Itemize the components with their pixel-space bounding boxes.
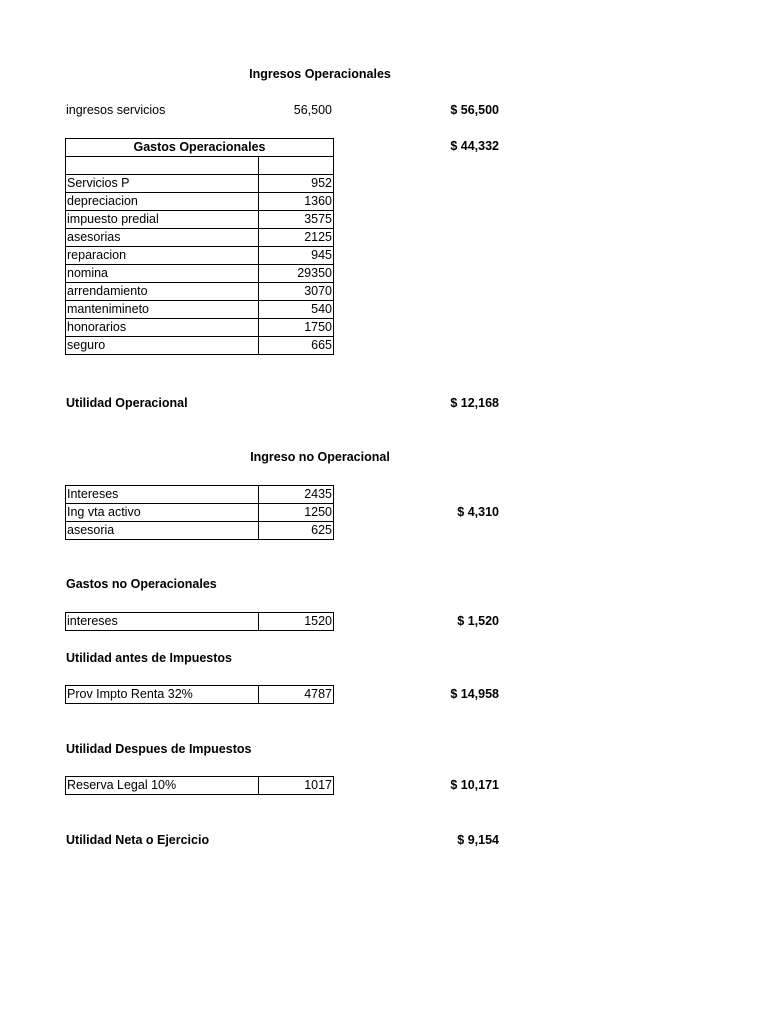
- utilidad-operacional-total: $ 12,168: [450, 396, 499, 410]
- ingresos-label: ingresos servicios: [66, 103, 166, 117]
- utilidad-despues-title: Utilidad Despues de Impuestos: [66, 742, 252, 756]
- ingreso-no-operacional-table: [65, 485, 334, 540]
- row-value: 625: [259, 522, 334, 540]
- row-value: 1750: [259, 319, 334, 337]
- row-value: 1520: [259, 613, 334, 631]
- ingreso-no-operacional-total: $ 4,310: [457, 505, 499, 519]
- table-row: [66, 319, 334, 337]
- row-label: Prov Impto Renta 32%: [66, 686, 259, 704]
- row-label: Intereses: [66, 486, 259, 504]
- row-value: 1360: [259, 193, 334, 211]
- gastos-no-operacionales-title: Gastos no Operacionales: [66, 577, 217, 591]
- page-title: Ingresos Operacionales: [249, 67, 391, 81]
- row-value: 29350: [259, 265, 334, 283]
- row-label: impuesto predial: [66, 211, 259, 229]
- row-value: 945: [259, 247, 334, 265]
- row-value: 2125: [259, 229, 334, 247]
- table-row: [66, 777, 334, 795]
- table-row: [66, 211, 334, 229]
- ingresos-total: $ 56,500: [450, 103, 499, 117]
- row-value: 1017: [259, 777, 334, 795]
- table-row: [66, 613, 334, 631]
- row-label: Servicios P: [66, 175, 259, 193]
- ingreso-no-operacional-title: Ingreso no Operacional: [250, 450, 390, 464]
- row-label: depreciacion: [66, 193, 259, 211]
- row-value: 3070: [259, 283, 334, 301]
- row-value: 952: [259, 175, 334, 193]
- utilidad-antes-table: [65, 685, 334, 704]
- utilidad-antes-title: Utilidad antes de Impuestos: [66, 651, 233, 665]
- row-value: 1250: [259, 504, 334, 522]
- row-label: honorarios: [66, 319, 259, 337]
- row-label: mantenimineto: [66, 301, 259, 319]
- row-label: asesorias: [66, 229, 259, 247]
- table-row: [66, 247, 334, 265]
- row-label: Ing vta activo: [66, 504, 259, 522]
- gastos-operacionales-header: Gastos Operacionales: [66, 139, 334, 157]
- gastos-operacionales-total: $ 44,332: [450, 139, 499, 153]
- row-value: 2435: [259, 486, 334, 504]
- row-label: seguro: [66, 337, 259, 355]
- gastos-operacionales-table: [65, 138, 334, 355]
- utilidad-despues-table: [65, 776, 334, 795]
- gastos-no-operacionales-table: [65, 612, 334, 631]
- table-header-row: [66, 139, 334, 157]
- table-row: [66, 283, 334, 301]
- table-row-empty: [66, 157, 334, 175]
- utilidad-despues-total: $ 10,171: [450, 778, 499, 792]
- row-label: arrendamiento: [66, 283, 259, 301]
- row-label: intereses: [66, 613, 259, 631]
- row-label: reparacion: [66, 247, 259, 265]
- empty-cell: [259, 157, 334, 175]
- row-value: 4787: [259, 686, 334, 704]
- table-row: [66, 301, 334, 319]
- ingresos-amount: 56,500: [293, 103, 332, 117]
- row-value: 3575: [259, 211, 334, 229]
- table-row: [66, 229, 334, 247]
- row-label: Reserva Legal 10%: [66, 777, 259, 795]
- row-value: 540: [259, 301, 334, 319]
- table-row: [66, 175, 334, 193]
- row-label: asesoria: [66, 522, 259, 540]
- table-row: [66, 504, 334, 522]
- table-row: [66, 686, 334, 704]
- table-row: [66, 265, 334, 283]
- row-value: 665: [259, 337, 334, 355]
- utilidad-neta-total: $ 9,154: [457, 833, 499, 847]
- table-row: [66, 522, 334, 540]
- gastos-no-operacionales-total: $ 1,520: [457, 614, 499, 628]
- empty-cell: [66, 157, 259, 175]
- row-label: nomina: [66, 265, 259, 283]
- utilidad-neta-label: Utilidad Neta o Ejercicio: [66, 833, 210, 847]
- utilidad-operacional-label: Utilidad Operacional: [66, 396, 188, 410]
- table-row: [66, 486, 334, 504]
- utilidad-antes-total: $ 14,958: [450, 687, 499, 701]
- table-row: [66, 337, 334, 355]
- table-row: [66, 193, 334, 211]
